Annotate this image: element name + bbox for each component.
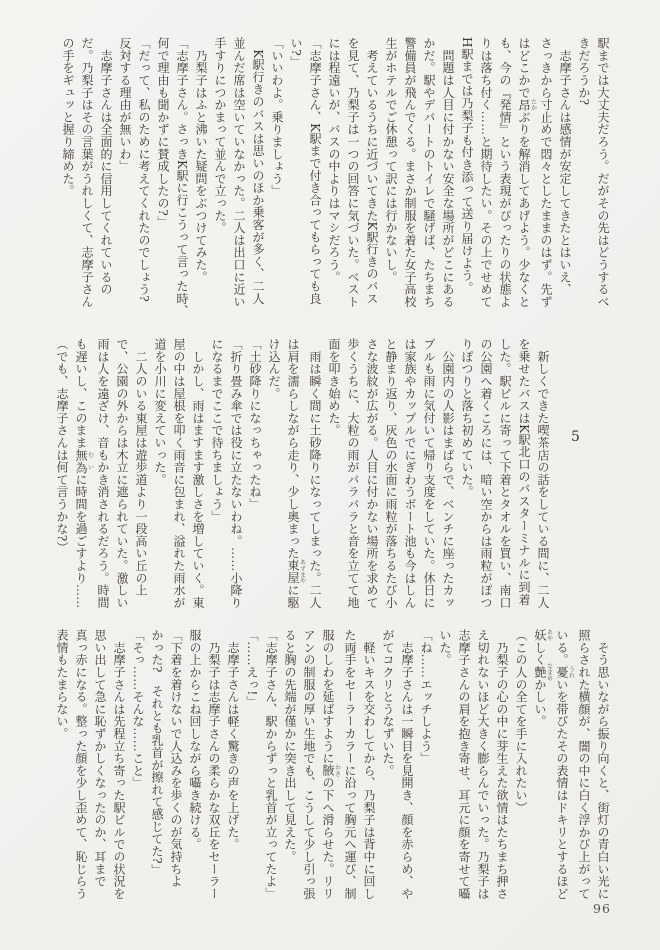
text-column: 妖あやしく艶なまめかしい。: [533, 629, 553, 728]
text-column: は肩を濡らしながら走り、少し奥まった東屋あずまやに駆: [286, 338, 306, 609]
text-column: 屋の中は屋根を叩く雨音に包まれ、溢れた雨水が: [172, 338, 186, 609]
text-column: 手すりにつかまって並んで立った。: [213, 37, 227, 234]
text-column: 「いいわよ。乗りましょう」: [270, 37, 284, 197]
text-column: で、公園の外からは木立に遮られていた。激しい: [115, 338, 129, 609]
text-column: さな波紋が広がる。人目に付かない場所を求めて: [365, 338, 379, 609]
text-column: 警備員が飛んでくる。まさか制服を着た女子高校: [403, 37, 417, 308]
text-column: 公園内の人影はまばらで、ベンチに座ったカッ: [441, 338, 455, 609]
text-column: 面を叩き始めた。: [327, 338, 341, 437]
text-column: りは落ち付く……と期待したい。その上でせめて: [479, 37, 493, 308]
text-column: 志摩子さんの肩を抱き寄せ、耳元に顔を寄せて囁: [457, 629, 471, 900]
text-column: K駅行きのバスは思いのほか乗客が多く、二人: [251, 37, 265, 305]
text-column: した。駅ビルに寄って下着とタオルを買い、南口: [498, 338, 512, 609]
section-number: 5: [571, 429, 580, 445]
text-column: りぽつりと落ち初めていた。: [460, 338, 474, 498]
text-column: 考えているうちに近づいてきたK駅行きのバス: [365, 37, 379, 305]
text-column: 服のしわを延ばすように腋わきの下へ滑らせた。リリ: [321, 629, 341, 900]
text-column: 歩くうちに、大粒の雨がバラバラと音を立てて地: [346, 338, 360, 609]
text-column: H駅までは乃梨子も付き添って送り届けよう。: [460, 37, 474, 294]
text-column: 「折り畳み傘では役に立たないわね。……小降り: [229, 338, 243, 609]
text-column: 並んだ席は空いていなかった。二人は出口に近い: [232, 37, 246, 308]
text-column: 「ね……エッチしよう」: [419, 629, 433, 765]
text-column: 生がホテルでご休憩って訳には行かないし。: [384, 37, 398, 283]
text-column: 「下着を着けないで人込みを歩くのが気持ちよ: [169, 629, 183, 888]
text-column: も遅いし、このまま無為むいに時間を過ごすより……: [74, 338, 94, 609]
text-column: を見て、乃梨子は一つの回答に気づいた。ベスト: [346, 37, 360, 308]
text-column: と静まり返り、灰色の水面に雨粒が落ちるたび小: [384, 338, 398, 609]
text-column: 雨は瞬く間に土砂降りになってしまった。二人: [308, 338, 322, 609]
text-band-middle: [52, 338, 552, 620]
text-column: 志摩子さんは軽く驚きの声を上げた。: [226, 629, 240, 851]
text-column: 新しくできた喫茶店の話をしている間に、二人: [536, 338, 550, 609]
text-column: 乃梨子は志摩子さんの柔らかな双丘をセーラー: [207, 629, 221, 900]
text-column: になるまでここで待ちましょう」: [210, 338, 224, 523]
text-column: 服の上からこね回しながら囁き続ける。: [188, 629, 202, 851]
text-column: 乃梨子はふと沸いた疑問をぶつけてみた。: [194, 37, 208, 283]
text-column: 照らされた横顔が、闇の中に白く浮かび上がって: [577, 629, 591, 900]
text-column: しかし、雨はますます激しさを増していく。東: [191, 338, 205, 609]
text-column: プルも雨に気付いて帰り支度をしていた。休日に: [422, 338, 436, 609]
text-column: ると胸の先端が僅かに突き出して見えた。: [283, 629, 297, 863]
text-column: 道を小川に変えていった。: [153, 338, 167, 486]
text-column: 問題は人目に付かない安全な場所がどこにある: [441, 37, 455, 308]
text-column: い?」: [289, 37, 303, 69]
text-column: には程遠いが、バスの中よりはマシだろう。: [327, 37, 341, 283]
text-column: 何で理由も聞かずに賛成したの?」: [156, 37, 170, 229]
text-column: 二人のいる東屋は遊歩道より一段高い丘の上: [134, 338, 148, 597]
text-column: の手をギュッと握り締めた。: [61, 37, 75, 197]
text-band-top: [58, 37, 612, 319]
text-column: 雨は人を遠ざけ、音もかき消されるだろう。時間: [96, 338, 110, 609]
text-column: 「志摩子さん、K駅まで付き合ってもらっても良: [308, 37, 322, 305]
text-column: はどこかで昂たかぶりを解消してあげよう。少なくと: [517, 37, 537, 308]
text-column: 「土砂降りになっちゃったね」: [248, 338, 262, 511]
text-column: だ。乃梨子はその言葉がうれしくて、志摩子さん: [80, 37, 94, 308]
text-column: 真っ赤になる。整った顔を少し歪めて、恥じらう: [74, 629, 88, 900]
text-column: け込んだ。: [267, 338, 281, 400]
text-column: 「志摩子さん。さっきK駅に行こうって言った時、: [175, 37, 189, 317]
text-column: え切れないほど大きく膨らんでいった。乃梨子は: [476, 629, 490, 900]
text-column: も、今の『発情』という表現がぴったりの状態よ: [498, 37, 512, 308]
page-number: 96: [593, 901, 611, 916]
text-column: いた。: [438, 629, 452, 666]
text-column: そう思いながら振り向くと、街灯の青白い光に: [596, 629, 610, 900]
text-column: さっきから寸止めで悶々としたままのはず。先ず: [539, 37, 553, 308]
text-column: を乗せたバスはK駅北口のバスターミナルに到着: [517, 338, 531, 606]
text-column: 軽いキスを交わしてから、乃梨子は背中に回し: [362, 629, 376, 900]
text-column: 志摩子さんは一瞬目を見開き、顔を赤らめ、や: [400, 629, 414, 900]
text-column: 「志摩子さん、駅からずっと乳首が立ってたよ」: [264, 629, 278, 900]
text-column: 思い出して急に恥ずかしくなったのか、耳まで: [93, 629, 107, 888]
text-column: 乃梨子の心の中に芽生えた欲情はたちまち押さ: [495, 629, 509, 900]
text-column: の公園へ着くころには、暗い空からは雨粒がぽつ: [479, 338, 493, 609]
text-column: 「だって、私のために考えてくれたのでしょう?: [137, 37, 151, 303]
text-column: 志摩子さんは全面的に信用してくれているの: [99, 37, 113, 296]
text-column: きだろうか?: [577, 37, 591, 106]
text-column: かった? それとも乳首が擦れて感じてた?」: [150, 629, 164, 877]
text-column: 表情もたまらない。: [55, 629, 69, 740]
text-column: かだ。駅やデパートのトイレで騒げば、たちまち: [422, 37, 436, 308]
text-column: 志摩子さんは感情が安定してきたとはいえ、: [558, 37, 572, 296]
text-column: 志摩子さんは先程立ち寄った駅ビルでの状況を: [112, 629, 126, 900]
text-column: アンの制服の厚い生地でも、こうして少し引っ張: [302, 629, 316, 900]
text-band-bottom: [52, 629, 612, 911]
text-column: がてコクリとうなずいた。: [381, 629, 395, 777]
text-column: 駅までは大丈夫だろう。だがその先はどうするべ: [596, 37, 610, 308]
text-column: いる。憂うれいを帯びたその表情はドキリとするほど: [555, 629, 575, 900]
text-column: 「……えっ!」: [245, 629, 259, 708]
text-column: た両手をセーラーカラーに沿って胸元へ運び、制: [343, 629, 357, 900]
text-column: 「そっ……そんな……こと」: [131, 629, 145, 789]
text-column: （でも、志摩子さんは何て言うかな?）: [55, 338, 69, 554]
text-column: （この人の全てを手に入れたい）: [514, 629, 528, 814]
text-column: は家族やカップルでにぎわうボート池も今はしん: [403, 338, 417, 609]
text-column: 反対する理由が無いわ」: [118, 37, 132, 173]
